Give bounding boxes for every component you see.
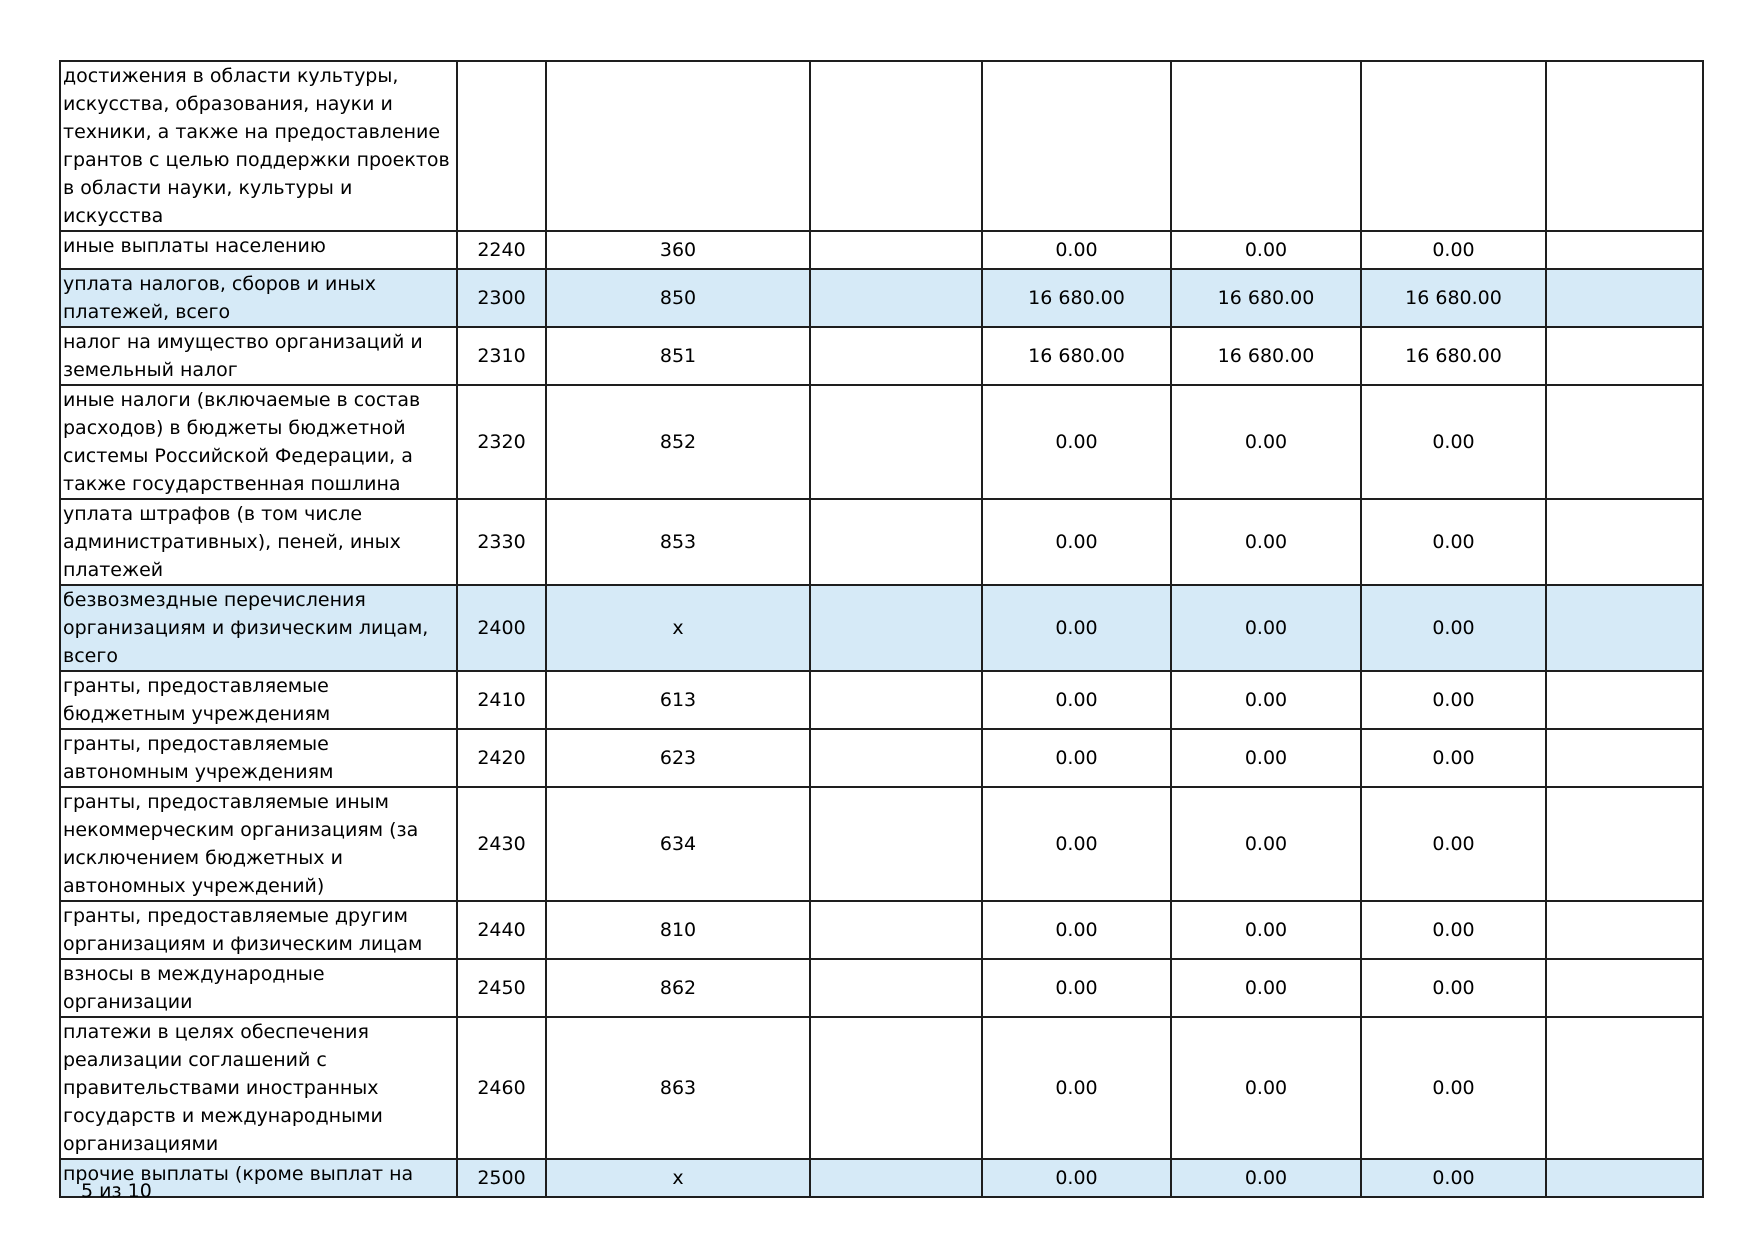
row-kbk-cell: 810 xyxy=(546,901,810,959)
row-value-1-cell: 0.00 xyxy=(982,901,1171,959)
row-kbk-cell: x xyxy=(546,1159,810,1197)
row-value-3-cell: 0.00 xyxy=(1361,499,1546,585)
row-value-3-cell: 16 680.00 xyxy=(1361,269,1546,327)
row-value-1-cell: 0.00 xyxy=(982,959,1171,1017)
row-name-cell: уплата штрафов (в том числе административных), пеней, иных платежей xyxy=(60,499,457,585)
row-value-3-cell: 0.00 xyxy=(1361,1017,1546,1159)
row-value-1-cell xyxy=(982,61,1171,231)
row-value-3-cell: 0.00 xyxy=(1361,1159,1546,1197)
row-value-2-cell: 0.00 xyxy=(1171,585,1361,671)
row-value-3-cell: 0.00 xyxy=(1361,671,1546,729)
row-value-1-cell: 0.00 xyxy=(982,671,1171,729)
row-code-cell: 2240 xyxy=(457,231,546,269)
row-kbk-cell xyxy=(546,61,810,231)
row-value-3-cell: 16 680.00 xyxy=(1361,327,1546,385)
row-col8-cell xyxy=(1546,787,1703,901)
row-name-cell: гранты, предоставляемые иным некоммерческим организациям (за исключением бюджетных и автономных учреждений) xyxy=(60,787,457,901)
row-col8-cell xyxy=(1546,61,1703,231)
page-number: 5 из 10 xyxy=(81,1180,152,1202)
row-col4-cell xyxy=(810,327,982,385)
row-value-1-cell: 0.00 xyxy=(982,787,1171,901)
table-row xyxy=(60,61,1703,231)
row-value-1-cell: 0.00 xyxy=(982,729,1171,787)
row-col4-cell xyxy=(810,385,982,499)
row-col4-cell xyxy=(810,729,982,787)
row-col4-cell xyxy=(810,499,982,585)
row-value-2-cell: 16 680.00 xyxy=(1171,327,1361,385)
row-col8-cell xyxy=(1546,671,1703,729)
row-col8-cell xyxy=(1546,585,1703,671)
row-value-2-cell: 0.00 xyxy=(1171,1017,1361,1159)
row-name-cell: платежи в целях обеспечения реализации соглашений с правительствами иностранных государств и международными организациями xyxy=(60,1017,457,1159)
row-col8-cell xyxy=(1546,1159,1703,1197)
row-value-1-cell: 0.00 xyxy=(982,231,1171,269)
row-value-1-cell: 0.00 xyxy=(982,1159,1171,1197)
row-value-2-cell: 0.00 xyxy=(1171,959,1361,1017)
row-col4-cell xyxy=(810,1159,982,1197)
row-kbk-cell: 851 xyxy=(546,327,810,385)
row-kbk-cell: 360 xyxy=(546,231,810,269)
row-name-cell: взносы в международные организации xyxy=(60,959,457,1017)
row-col4-cell xyxy=(810,269,982,327)
row-value-3-cell: 0.00 xyxy=(1361,729,1546,787)
row-name-cell: безвозмездные перечисления организациям и физическим лицам, всего xyxy=(60,585,457,671)
row-value-1-cell: 0.00 xyxy=(982,585,1171,671)
row-col8-cell xyxy=(1546,269,1703,327)
row-col4-cell xyxy=(810,959,982,1017)
row-code-cell: 2440 xyxy=(457,901,546,959)
table-row xyxy=(60,1159,1703,1197)
row-kbk-cell: 850 xyxy=(546,269,810,327)
row-code-cell: 2300 xyxy=(457,269,546,327)
row-value-1-cell: 16 680.00 xyxy=(982,327,1171,385)
row-kbk-cell: x xyxy=(546,585,810,671)
row-col8-cell xyxy=(1546,959,1703,1017)
row-value-2-cell: 0.00 xyxy=(1171,231,1361,269)
row-col4-cell xyxy=(810,1017,982,1159)
row-col8-cell xyxy=(1546,729,1703,787)
row-col4-cell xyxy=(810,585,982,671)
row-code-cell: 2460 xyxy=(457,1017,546,1159)
row-col8-cell xyxy=(1546,231,1703,269)
row-col8-cell xyxy=(1546,499,1703,585)
row-value-1-cell: 0.00 xyxy=(982,1017,1171,1159)
table-row xyxy=(60,787,1703,901)
table-row xyxy=(60,231,1703,269)
row-kbk-cell: 852 xyxy=(546,385,810,499)
row-value-3-cell xyxy=(1361,61,1546,231)
row-col8-cell xyxy=(1546,385,1703,499)
row-code-cell: 2330 xyxy=(457,499,546,585)
row-code-cell: 2450 xyxy=(457,959,546,1017)
row-value-2-cell: 0.00 xyxy=(1171,499,1361,585)
row-kbk-cell: 853 xyxy=(546,499,810,585)
table-row xyxy=(60,269,1703,327)
row-name-cell: гранты, предоставляемые автономным учреждениям xyxy=(60,729,457,787)
table-row xyxy=(60,729,1703,787)
row-value-2-cell: 0.00 xyxy=(1171,901,1361,959)
row-code-cell: 2400 xyxy=(457,585,546,671)
budget-table xyxy=(59,60,1704,1198)
row-col8-cell xyxy=(1546,1017,1703,1159)
row-value-3-cell: 0.00 xyxy=(1361,585,1546,671)
row-col8-cell xyxy=(1546,901,1703,959)
row-value-3-cell: 0.00 xyxy=(1361,385,1546,499)
row-col8-cell xyxy=(1546,327,1703,385)
row-value-2-cell xyxy=(1171,61,1361,231)
budget-table-body xyxy=(60,61,1703,1197)
row-value-2-cell: 0.00 xyxy=(1171,729,1361,787)
table-row xyxy=(60,327,1703,385)
row-name-cell: иные выплаты населению xyxy=(60,231,457,269)
row-kbk-cell: 613 xyxy=(546,671,810,729)
row-code-cell: 2420 xyxy=(457,729,546,787)
table-row xyxy=(60,671,1703,729)
row-value-2-cell: 0.00 xyxy=(1171,787,1361,901)
row-value-2-cell: 0.00 xyxy=(1171,1159,1361,1197)
row-value-1-cell: 0.00 xyxy=(982,499,1171,585)
row-value-3-cell: 0.00 xyxy=(1361,787,1546,901)
row-col4-cell xyxy=(810,671,982,729)
row-code-cell: 2410 xyxy=(457,671,546,729)
row-col4-cell xyxy=(810,901,982,959)
row-code-cell: 2430 xyxy=(457,787,546,901)
row-kbk-cell: 862 xyxy=(546,959,810,1017)
row-value-3-cell: 0.00 xyxy=(1361,901,1546,959)
row-kbk-cell: 634 xyxy=(546,787,810,901)
row-value-2-cell: 0.00 xyxy=(1171,385,1361,499)
row-col4-cell xyxy=(810,231,982,269)
row-name-cell: уплата налогов, сборов и иных платежей, всего xyxy=(60,269,457,327)
row-name-cell: гранты, предоставляемые бюджетным учреждениям xyxy=(60,671,457,729)
row-col4-cell xyxy=(810,787,982,901)
row-kbk-cell: 863 xyxy=(546,1017,810,1159)
row-value-2-cell: 0.00 xyxy=(1171,671,1361,729)
table-row xyxy=(60,901,1703,959)
row-value-1-cell: 0.00 xyxy=(982,385,1171,499)
table-row xyxy=(60,585,1703,671)
table-row xyxy=(60,959,1703,1017)
row-code-cell: 2310 xyxy=(457,327,546,385)
row-code-cell: 2320 xyxy=(457,385,546,499)
row-code-cell: 2500 xyxy=(457,1159,546,1197)
row-name-cell: достижения в области культуры, искусства, образования, науки и техники, а также на предоставление грантов с целью поддержки проектов в области науки, культуры и искусства xyxy=(60,61,457,231)
row-name-cell: гранты, предоставляемые другим организациям и физическим лицам xyxy=(60,901,457,959)
row-name-cell: прочие выплаты (кроме выплат на xyxy=(60,1159,457,1197)
row-value-1-cell: 16 680.00 xyxy=(982,269,1171,327)
row-value-2-cell: 16 680.00 xyxy=(1171,269,1361,327)
row-code-cell xyxy=(457,61,546,231)
table-row xyxy=(60,385,1703,499)
row-kbk-cell: 623 xyxy=(546,729,810,787)
table-row xyxy=(60,499,1703,585)
row-value-3-cell: 0.00 xyxy=(1361,231,1546,269)
row-name-cell: налог на имущество организаций и земельный налог xyxy=(60,327,457,385)
row-value-3-cell: 0.00 xyxy=(1361,959,1546,1017)
row-col4-cell xyxy=(810,61,982,231)
table-row xyxy=(60,1017,1703,1159)
row-name-cell: иные налоги (включаемые в состав расходов) в бюджеты бюджетной системы Российской Федерации, а также государственная пошлина xyxy=(60,385,457,499)
